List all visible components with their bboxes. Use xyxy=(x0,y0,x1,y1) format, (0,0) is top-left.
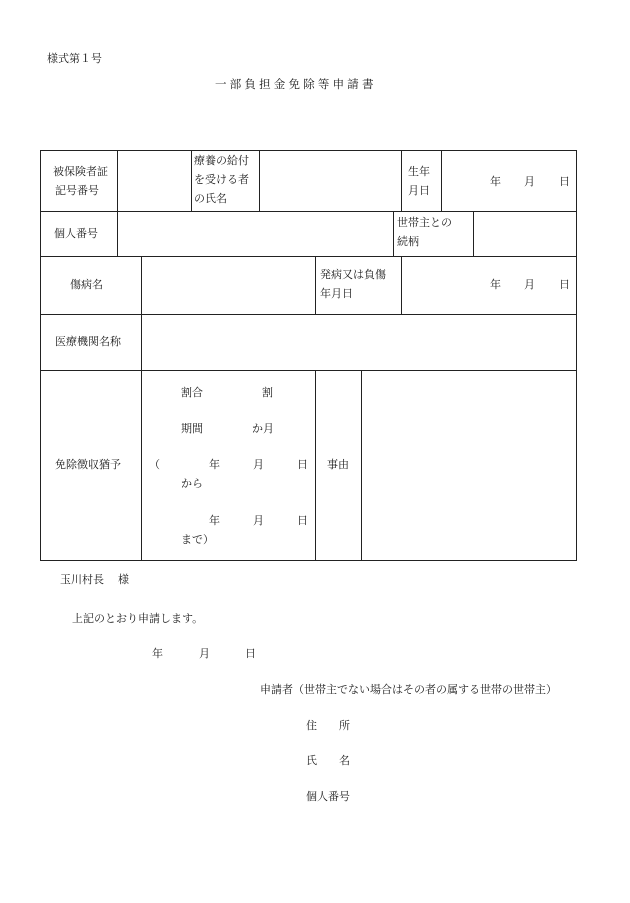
mayor-title: 玉川村長 xyxy=(60,573,104,586)
birth-date-day: 日 xyxy=(559,175,570,188)
to-day: 日 xyxy=(297,514,308,527)
birth-date-year: 年 xyxy=(490,175,501,188)
application-form-table xyxy=(40,150,577,561)
to-month: 月 xyxy=(253,514,264,527)
application-date-day: 日 xyxy=(245,647,256,660)
addressee xyxy=(60,571,129,587)
form-title: 一部負担金免除等申請書 xyxy=(215,77,377,91)
from-year: 年 xyxy=(209,458,220,471)
period-unit: か月 xyxy=(252,422,274,435)
from-open-paren: （ xyxy=(149,458,160,471)
relation-label: 世帯主との 続柄 xyxy=(397,216,452,248)
reason-label: 事由 xyxy=(327,458,349,471)
birth-date-label: 生年 月日 xyxy=(408,165,430,197)
insured-id-label: 被保険者証 記号番号 xyxy=(53,165,108,197)
onset-date-year: 年 xyxy=(490,278,501,291)
address-label: 住 所 xyxy=(306,719,350,732)
honorific: 様 xyxy=(118,573,129,586)
applicant-label: 申請者（世帯主でない場合はその者の属する世帯の世帯主） xyxy=(260,683,557,696)
from-suffix: から xyxy=(181,477,203,490)
to-suffix: まで） xyxy=(181,533,214,546)
onset-date-day: 日 xyxy=(559,278,570,291)
application-date-month: 月 xyxy=(199,647,210,660)
period-label: 期間 xyxy=(181,422,203,435)
exemption-label: 免除徴収猶予 xyxy=(55,458,121,471)
onset-date-month: 月 xyxy=(524,278,535,291)
name-label: 氏 名 xyxy=(306,754,350,767)
from-day: 日 xyxy=(297,458,308,471)
from-month: 月 xyxy=(253,458,264,471)
my-number-label: 個人番号 xyxy=(54,227,98,240)
recipient-name-label: 療養の給付 を受ける者 の氏名 xyxy=(194,154,249,205)
disease-name-label: 傷病名 xyxy=(70,278,103,291)
form-number: 様式第１号 xyxy=(47,52,102,65)
birth-date-month: 月 xyxy=(524,175,535,188)
medical-institution-label: 医療機関名称 xyxy=(55,335,121,348)
onset-date-label: 発病又は負傷 年月日 xyxy=(320,268,386,300)
applicant-my-number-label: 個人番号 xyxy=(306,790,350,803)
application-date-year: 年 xyxy=(152,647,163,660)
to-year: 年 xyxy=(209,514,220,527)
ratio-unit: 割 xyxy=(262,386,273,399)
ratio-label: 割合 xyxy=(181,386,203,399)
application-statement: 上記のとおり申請します。 xyxy=(72,612,204,625)
